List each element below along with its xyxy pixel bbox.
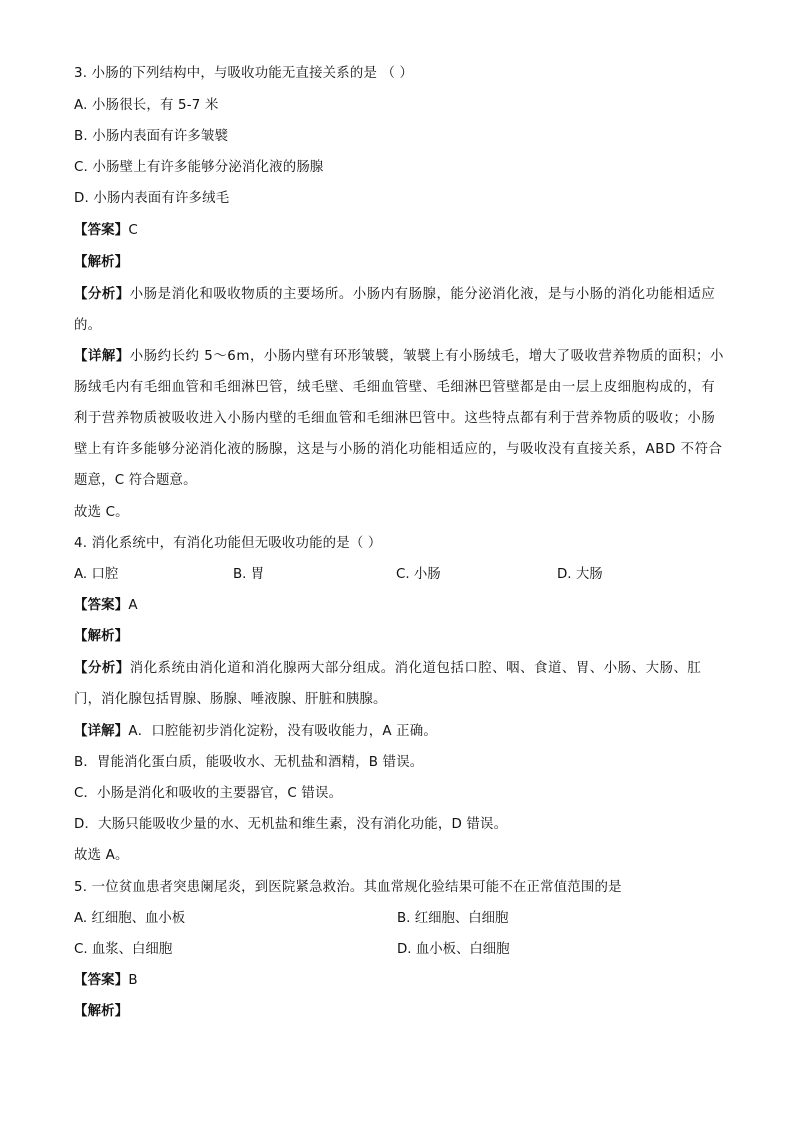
question-3-option-d: D. 小肠内表面有许多绒毛 bbox=[74, 191, 230, 206]
question-5-option-b: B. 红细胞、白细胞 bbox=[397, 911, 509, 926]
fenxi-tag: 【分析】 bbox=[74, 287, 130, 302]
question-4-option-b: B. 胃 bbox=[233, 567, 265, 582]
question-5-stem: 5. 一位贫血患者突患阑尾炎，到医院紧急救治。其血常规化验结果可能不在正常值范围的是 bbox=[74, 880, 622, 895]
question-4-fenxi bbox=[74, 659, 701, 679]
answer-tag: 【答案】 bbox=[74, 598, 129, 613]
question-3-jiexi-tag: 【解析】 bbox=[74, 255, 129, 270]
question-5-jiexi-tag: 【解析】 bbox=[74, 1004, 129, 1019]
fenxi-line: 消化系统由消化道和消化腺两大部分组成。消化道包括口腔、咽、食道、胃、小肠、大肠、肛 bbox=[129, 661, 702, 676]
xiangjie-line: A．口腔能初步消化淀粉，没有吸收能力，A 正确。 bbox=[128, 724, 437, 739]
question-4-conclusion: 故选 A。 bbox=[74, 848, 129, 863]
question-5-option-c: C. 血浆、白细胞 bbox=[74, 942, 173, 957]
question-3-xiangjie-line-3: 利于营养物质被吸收进入小肠内壁的毛细血管和毛细淋巴管中。这些特点都有利于营养物质的吸收；小肠 bbox=[74, 411, 716, 426]
question-4-fenxi-line-2: 门，消化腺包括胃腺、肠腺、唾液腺、肝脏和胰腺。 bbox=[74, 692, 387, 707]
answer-tag: 【答案】 bbox=[74, 973, 129, 988]
xiangjie-tag: 【详解】 bbox=[74, 724, 129, 739]
fenxi-line: 小肠是消化和吸收物质的主要场所。小肠内有肠腺，能分泌消化液，是与小肠的消化功能相适应 bbox=[129, 287, 716, 302]
answer-tag: 【答案】 bbox=[74, 223, 129, 238]
answer-value: C bbox=[128, 223, 138, 238]
question-3-fenxi-line-2: 的。 bbox=[74, 318, 102, 333]
question-5-answer bbox=[74, 971, 138, 991]
question-4-xiangjie-line-2: B．胃能消化蛋白质，能吸收水、无机盐和酒精，B 错误。 bbox=[74, 755, 424, 770]
question-3-option-b: B. 小肠内表面有许多皱襞 bbox=[74, 129, 229, 144]
question-4-option-c: C. 小肠 bbox=[396, 567, 441, 582]
question-5-option-a: A. 红细胞、血小板 bbox=[74, 911, 186, 926]
question-3-xiangjie-line-5: 题意，C 符合题意。 bbox=[74, 473, 197, 488]
question-4-option-d: D. 大肠 bbox=[557, 567, 603, 582]
answer-value: B bbox=[128, 973, 138, 988]
question-4-xiangjie-line-3: C．小肠是消化和吸收的主要器官，C 错误。 bbox=[74, 786, 343, 801]
question-4-xiangjie bbox=[74, 722, 437, 742]
question-3-fenxi bbox=[74, 285, 715, 305]
question-3-option-c: C. 小肠壁上有许多能够分泌消化液的肠腺 bbox=[74, 160, 324, 175]
question-3-option-a: A. 小肠很长，有 5-7 米 bbox=[74, 98, 219, 113]
question-4-answer bbox=[74, 596, 138, 616]
question-4-option-a: A. 口腔 bbox=[74, 567, 119, 582]
fenxi-tag: 【分析】 bbox=[74, 661, 130, 676]
question-5-option-d: D. 血小板、白细胞 bbox=[397, 942, 510, 957]
question-3-conclusion: 故选 C。 bbox=[74, 505, 129, 520]
question-3-stem: 3. 小肠的下列结构中，与吸收功能无直接关系的是 （ ） bbox=[74, 66, 414, 81]
xiangjie-line: 小肠约长约 5～6m，小肠内壁有环形皱襞，皱襞上有小肠绒毛，增大了吸收营养物质的面积；小 bbox=[129, 349, 724, 364]
answer-value: A bbox=[128, 598, 138, 613]
question-4-jiexi-tag: 【解析】 bbox=[74, 629, 129, 644]
question-4-stem: 4. 消化系统中，有消化功能但无吸收功能的是（ ） bbox=[74, 536, 382, 551]
question-4-xiangjie-line-4: D．大肠只能吸收少量的水、无机盐和维生素，没有消化功能，D 错误。 bbox=[74, 817, 508, 832]
question-3-xiangjie-line-4: 壁上有许多能够分泌消化液的肠腺，这是与小肠的消化功能相适应的，与吸收没有直接关系，ABD 不符合 bbox=[74, 442, 723, 457]
xiangjie-tag: 【详解】 bbox=[74, 349, 130, 364]
question-3-xiangjie-line-2: 肠绒毛内有毛细血管和毛细淋巴管，绒毛壁、毛细血管壁、毛细淋巴管壁都是由一层上皮细胞构成的，有 bbox=[74, 380, 716, 395]
question-3-answer bbox=[74, 221, 138, 241]
question-3-xiangjie bbox=[74, 347, 724, 367]
